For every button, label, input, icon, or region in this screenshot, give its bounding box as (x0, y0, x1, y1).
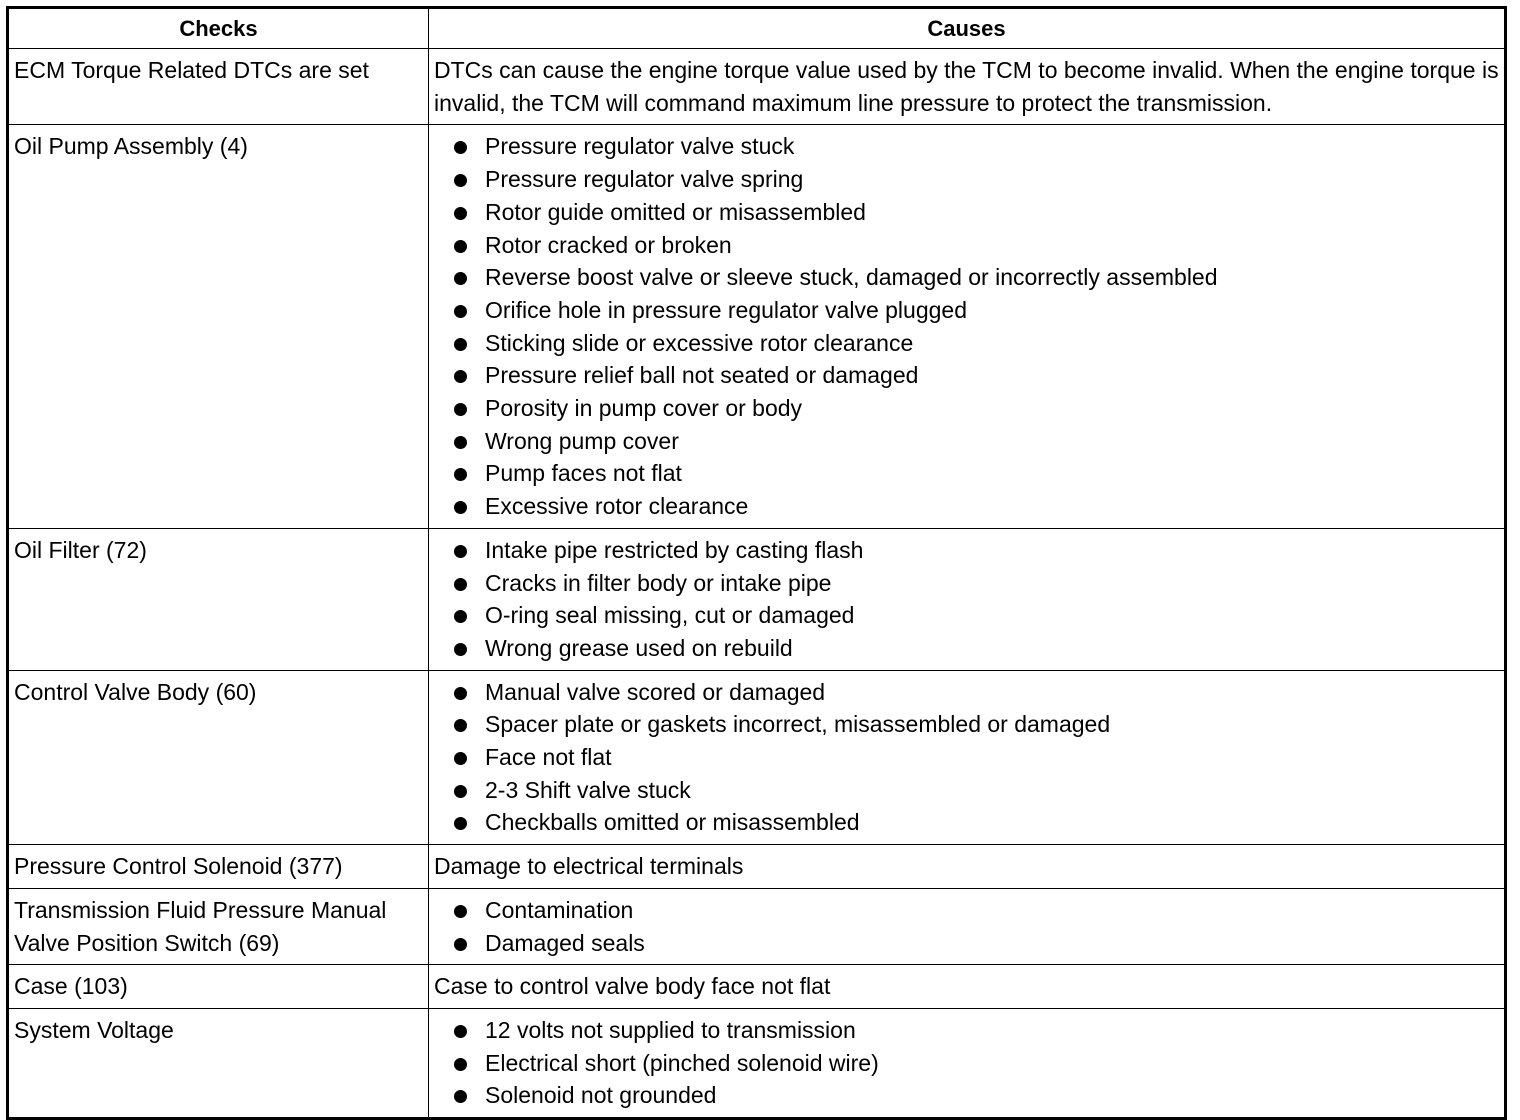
bullet-icon (454, 578, 467, 591)
list-item (454, 229, 1499, 262)
cause-text: Spacer plate or gaskets incorrect, misassembled or damaged (485, 711, 1111, 738)
check-cell: Transmission Fluid Pressure Manual Valve Position Switch (69) (8, 888, 429, 964)
bullet-icon (454, 719, 467, 732)
table-row (8, 125, 1506, 528)
list-item (454, 1079, 1499, 1112)
cause-list (434, 534, 1499, 665)
cause-text: Pressure regulator valve stuck (485, 133, 795, 160)
cause-text: Solenoid not grounded (485, 1082, 717, 1109)
list-item (454, 457, 1499, 490)
cause-text: Reverse boost valve or sleeve stuck, damaged or incorrectly assembled (485, 264, 1218, 291)
check-cell: Pressure Control Solenoid (377) (8, 845, 429, 889)
bullet-icon (454, 817, 467, 830)
list-item (454, 774, 1499, 807)
list-item (454, 261, 1499, 294)
bullet-icon (454, 501, 467, 514)
list-item (454, 599, 1499, 632)
checks-causes-table (6, 6, 1507, 1120)
bullet-icon (454, 905, 467, 918)
cause-text: Rotor cracked or broken (485, 231, 732, 258)
cause-list (434, 1014, 1499, 1112)
table-body (8, 49, 1506, 1119)
list-item (454, 806, 1499, 839)
cause-text: Porosity in pump cover or body (485, 395, 803, 422)
list-item (454, 425, 1499, 458)
list-item (454, 490, 1499, 523)
check-cell: System Voltage (8, 1008, 429, 1118)
bullet-icon (454, 1025, 467, 1038)
bullet-icon (454, 1090, 467, 1103)
header-causes: Causes (429, 8, 1506, 49)
list-item (454, 130, 1499, 163)
check-cell: Case (103) (8, 965, 429, 1009)
cause-list (434, 894, 1499, 959)
cause-text: Cracks in filter body or intake pipe (485, 569, 832, 596)
bullet-icon (454, 370, 467, 383)
bullet-icon (454, 272, 467, 285)
bullet-icon (454, 610, 467, 623)
cause-text: Pressure relief ball not seated or damaged (485, 362, 919, 389)
cause-cell (429, 125, 1506, 528)
table-row (8, 888, 1506, 964)
list-item (454, 196, 1499, 229)
cause-cell: Damage to electrical terminals (429, 845, 1506, 889)
cause-text: Face not flat (485, 744, 612, 771)
list-item (454, 708, 1499, 741)
cause-text: Rotor guide omitted or misassembled (485, 198, 866, 225)
list-item (454, 1047, 1499, 1080)
cause-text: 12 volts not supplied to transmission (485, 1016, 856, 1043)
cause-list (434, 130, 1499, 522)
cause-text: Electrical short (pinched solenoid wire) (485, 1049, 879, 1076)
cause-text: Sticking slide or excessive rotor clearance (485, 329, 914, 356)
header-checks: Checks (8, 8, 429, 49)
cause-text: Manual valve scored or damaged (485, 678, 826, 705)
cause-text: Wrong pump cover (485, 427, 679, 454)
check-cell: Control Valve Body (60) (8, 670, 429, 845)
list-item (454, 741, 1499, 774)
list-item (454, 294, 1499, 327)
list-item (454, 927, 1499, 960)
cause-cell (429, 528, 1506, 670)
cause-cell (429, 888, 1506, 964)
table-row (8, 49, 1506, 125)
list-item (454, 567, 1499, 600)
cause-text: Pump faces not flat (485, 460, 682, 487)
cause-text: Excessive rotor clearance (485, 493, 749, 520)
bullet-icon (454, 687, 467, 700)
list-item (454, 1014, 1499, 1047)
list-item (454, 163, 1499, 196)
bullet-icon (454, 403, 467, 416)
cause-text: 2-3 Shift valve stuck (485, 776, 691, 803)
cause-cell (429, 1008, 1506, 1118)
bullet-icon (454, 338, 467, 351)
bullet-icon (454, 174, 467, 187)
cause-text: O-ring seal missing, cut or damaged (485, 602, 855, 629)
cause-cell: DTCs can cause the engine torque value used by the TCM to become invalid. When the engine torque is invalid, the TCM will command maximum line pressure to protect the transmission. (429, 49, 1506, 125)
cause-text: Damaged seals (485, 929, 645, 956)
cause-text: Contamination (485, 896, 634, 923)
table-row (8, 965, 1506, 1009)
cause-text: Checkballs omitted or misassembled (485, 809, 860, 836)
bullet-icon (454, 1058, 467, 1071)
cause-cell: Case to control valve body face not flat (429, 965, 1506, 1009)
cause-text: Wrong grease used on rebuild (485, 634, 793, 661)
cause-cell (429, 670, 1506, 845)
list-item (454, 392, 1499, 425)
header-row (8, 8, 1506, 49)
list-item (454, 327, 1499, 360)
list-item (454, 676, 1499, 709)
bullet-icon (454, 938, 467, 951)
list-item (454, 359, 1499, 392)
bullet-icon (454, 468, 467, 481)
bullet-icon (454, 141, 467, 154)
cause-list (434, 676, 1499, 840)
list-item (454, 894, 1499, 927)
list-item (454, 632, 1499, 665)
table-row (8, 1008, 1506, 1118)
bullet-icon (454, 545, 467, 558)
bullet-icon (454, 643, 467, 656)
bullet-icon (454, 752, 467, 765)
cause-text: Orifice hole in pressure regulator valve plugged (485, 296, 967, 323)
bullet-icon (454, 785, 467, 798)
table-row (8, 528, 1506, 670)
table-row (8, 845, 1506, 889)
table-row (8, 670, 1506, 845)
bullet-icon (454, 305, 467, 318)
cause-text: Intake pipe restricted by casting flash (485, 536, 864, 563)
check-cell: Oil Filter (72) (8, 528, 429, 670)
list-item (454, 534, 1499, 567)
cause-text: Pressure regulator valve spring (485, 166, 804, 193)
bullet-icon (454, 436, 467, 449)
bullet-icon (454, 240, 467, 253)
check-cell: Oil Pump Assembly (4) (8, 125, 429, 528)
bullet-icon (454, 207, 467, 220)
check-cell: ECM Torque Related DTCs are set (8, 49, 429, 125)
